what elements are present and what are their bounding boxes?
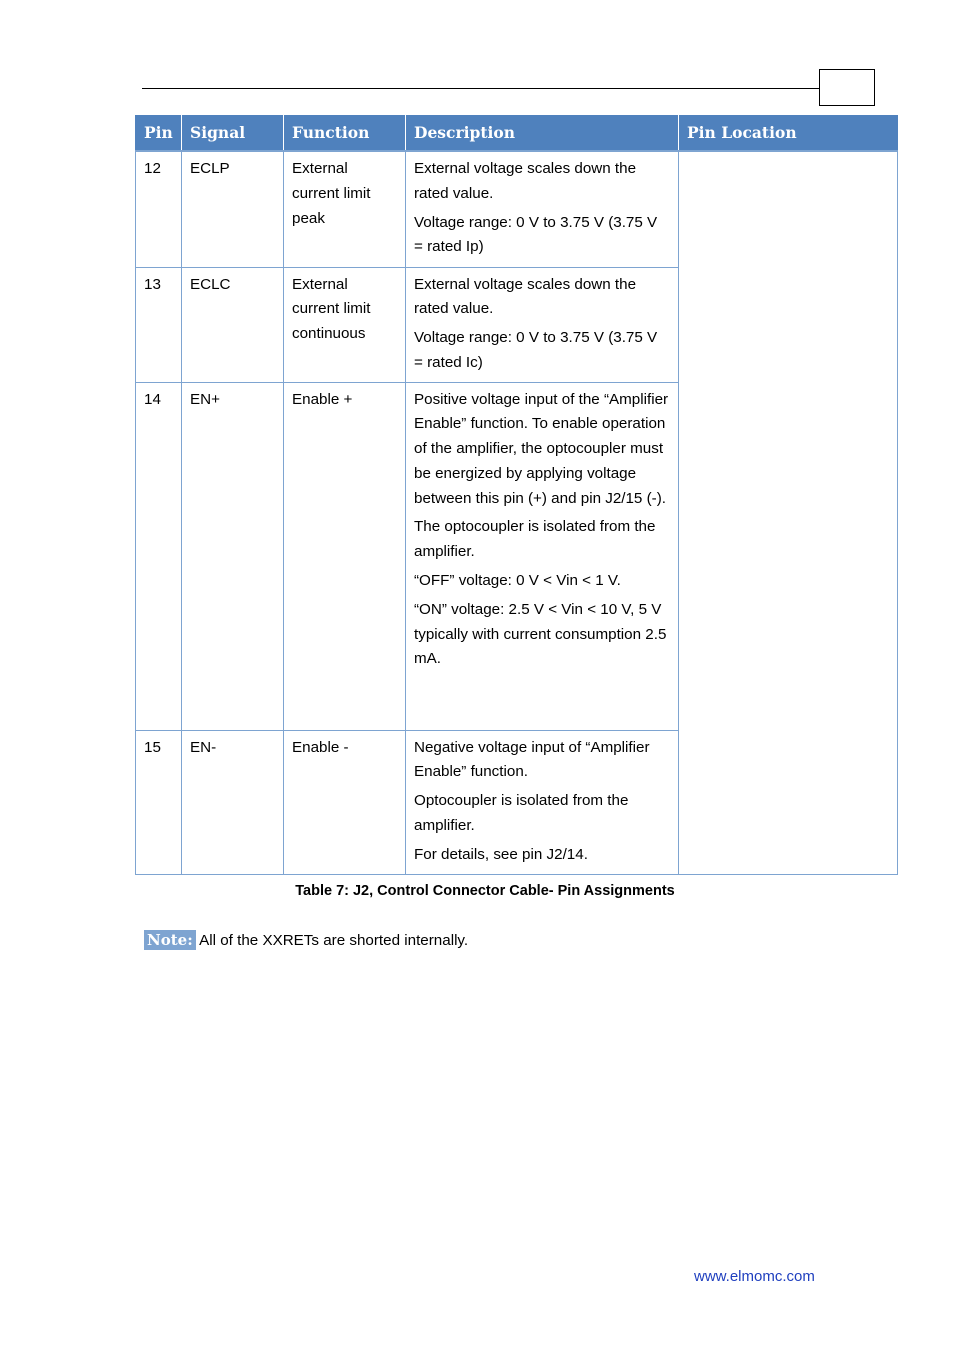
function-cell: External current limit continuous (284, 267, 406, 382)
description-cell (406, 382, 679, 730)
note-text: All of the XXRETs are shorted internally. (199, 932, 469, 949)
description-paragraph: “OFF” voltage: 0 V < Vin < 1 V. (414, 572, 621, 590)
note-label: Note: (144, 930, 196, 950)
footer-website-link[interactable]: www.elmomc.com (694, 1268, 815, 1285)
function-cell: Enable - (284, 730, 406, 874)
description-paragraph: Negative voltage input of “Amplifier Enable” function. (414, 738, 650, 781)
table-caption: Table 7: J2, Control Connector Cable- Pin Assignments (295, 883, 675, 899)
description-paragraph: Positive voltage input of the “Amplifier Enable” function. To enable operation of the amplifier, the optocoupler must be energized by applying voltage between this pin (+) and pin J2/15 (-). (414, 390, 669, 507)
pin-location-cell (679, 151, 898, 874)
pin-cell: 13 (136, 267, 182, 382)
description-paragraph: The optocoupler is isolated from the amplifier. (414, 518, 656, 561)
description-cell (406, 267, 679, 382)
pin-cell: 12 (136, 151, 182, 267)
page-number-box (819, 69, 875, 106)
function-cell: External current limit peak (284, 151, 406, 267)
column-header-pin-location: Pin Location (679, 116, 898, 152)
pin-cell: 14 (136, 382, 182, 730)
header-rule (142, 88, 820, 89)
description-paragraph: Voltage range: 0 V to 3.75 V (3.75 V = rated Ip) (414, 213, 658, 256)
description-paragraph: Optocoupler is isolated from the amplifier. (414, 792, 629, 834)
pin-cell: 15 (136, 730, 182, 874)
description-paragraph: “ON” voltage: 2.5 V < Vin < 10 V, 5 V typically with current consumption 2.5 mA. (414, 600, 667, 668)
description-paragraph: For details, see pin J2/14. (414, 845, 588, 863)
note (144, 928, 468, 953)
column-header-signal: Signal (182, 116, 284, 152)
description-paragraph: Voltage range: 0 V to 3.75 V (3.75 V = rated Ic) (414, 329, 658, 371)
signal-cell: ECLC (182, 267, 284, 382)
signal-cell: ECLP (182, 151, 284, 267)
signal-cell: EN+ (182, 382, 284, 730)
pin-assignment-table (135, 115, 898, 875)
function-cell: Enable + (284, 382, 406, 730)
table-header-row (136, 116, 898, 152)
description-paragraph: External voltage scales down the rated value. (414, 160, 637, 202)
description-cell (406, 730, 679, 874)
column-header-description: Description (406, 116, 679, 152)
description-cell (406, 151, 679, 267)
description-paragraph: External voltage scales down the rated value. (414, 275, 637, 318)
column-header-function: Function (284, 116, 406, 152)
signal-cell: EN- (182, 730, 284, 874)
table-row (136, 151, 898, 267)
column-header-pin: Pin (136, 116, 182, 152)
